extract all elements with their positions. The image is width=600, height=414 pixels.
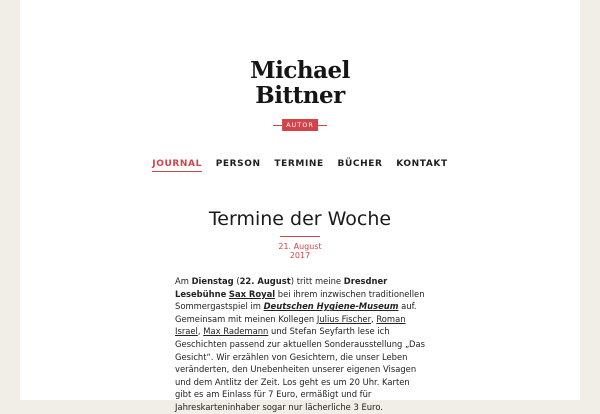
link-sax-royal[interactable]: Sax Royal: [228, 288, 276, 299]
body-text-segment: ) tritt meine: [290, 276, 344, 286]
logo-line-first: Michael: [250, 57, 350, 84]
post-paragraph: [175, 275, 425, 414]
body-text-segment: ,: [197, 326, 204, 337]
body-text-segment: und Stefan Seyfarth lese ich Geschichten passend zur aktuellen Sonderausstellung „Das Gesicht“. Wir erzählen von Gesichtern, die unser Leben veränderten, den Unebenheiten unserer eigenen Visagen und dem Antlitz der Zeit. Los geht es um 20 Uhr. Karten gibt es am Einlass für 7 Euro, ermäßigt und für Jahreskarteninhaber sogar nur lächerliche 3 Euro.: [175, 326, 425, 412]
nav-item-buecher[interactable]: BÜCHER: [337, 159, 383, 169]
body-text-segment: auf. Gemeinsam mit meinen Kollegen: [175, 301, 417, 324]
page-container: [20, 0, 580, 412]
site-logo[interactable]: [20, 58, 580, 108]
link-julius-fischer[interactable]: Julius Fischer: [316, 313, 372, 324]
post-date-day: 21. August: [278, 242, 322, 251]
link-roman-israel[interactable]: Roman Israel: [175, 313, 406, 337]
main-navigation: [20, 159, 580, 172]
body-text-segment: ,: [371, 313, 377, 324]
post-date[interactable]: [20, 242, 580, 260]
body-text-segment: Am: [175, 276, 192, 286]
title-divider: [280, 236, 320, 237]
nav-item-termine[interactable]: TERMINE: [274, 159, 324, 169]
nav-item-person[interactable]: PERSON: [215, 159, 261, 169]
body-text-segment: bei ihrem inzwischen traditionellen Sommergastspiel im: [175, 288, 425, 312]
body-date: 22. August: [239, 276, 291, 286]
body-dresdner-lesebuehne: Dresdner Lesebühne: [175, 276, 388, 299]
link-hygiene-museum[interactable]: Deutschen Hygiene-Museum: [263, 301, 399, 312]
author-badge: AUTOR: [282, 119, 318, 131]
post-body: [175, 275, 425, 414]
link-max-rademann[interactable]: Max Rademann: [203, 326, 269, 337]
nav-item-journal[interactable]: JOURNAL: [152, 159, 202, 172]
body-text-segment: (: [233, 276, 240, 286]
nav-item-kontakt[interactable]: KONTAKT: [396, 159, 448, 169]
logo-line-last: Bittner: [255, 82, 345, 109]
post-title: Termine der Woche: [208, 208, 392, 230]
body-dienstag: Dienstag: [191, 276, 234, 286]
post-date-year: 2017: [289, 251, 311, 260]
